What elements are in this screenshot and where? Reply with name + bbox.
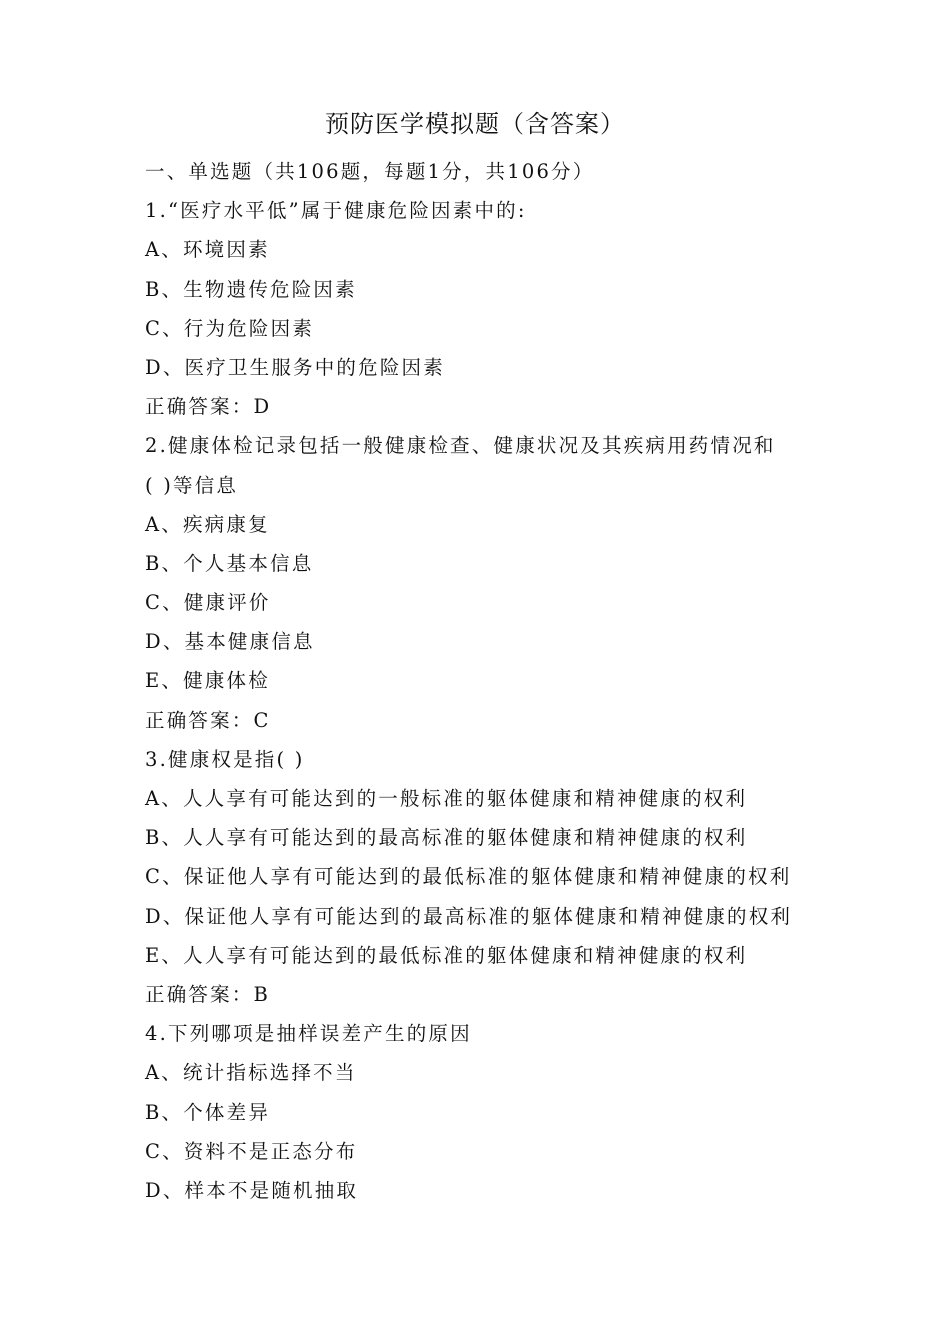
option-d: D、保证他人享有可能达到的最高标准的躯体健康和精神健康的权利 xyxy=(145,904,793,928)
question-1 xyxy=(145,191,825,426)
question-stem: 4.下列哪项是抽样误差产生的原因 xyxy=(145,1022,472,1046)
option-a: A、统计指标选择不当 xyxy=(145,1061,357,1085)
option-b: B、个体差异 xyxy=(145,1100,271,1124)
question-2 xyxy=(145,426,825,740)
answer-line: 正确答案：C xyxy=(145,708,271,732)
option-c: C、行为危险因素 xyxy=(145,316,315,340)
option-d: D、基本健康信息 xyxy=(145,630,315,654)
option-b: B、人人享有可能达到的最高标准的躯体健康和精神健康的权利 xyxy=(145,826,748,850)
document-body xyxy=(145,152,825,1210)
option-d: D、样本不是随机抽取 xyxy=(145,1178,359,1202)
question-3 xyxy=(145,740,825,1014)
question-4 xyxy=(145,1014,825,1210)
question-stem: 2.健康体检记录包括一般健康检查、健康状况及其疾病用药情况和 xyxy=(145,434,776,458)
question-stem: 1.“医疗水平低”属于健康危险因素中的: xyxy=(145,199,527,223)
option-c: C、资料不是正态分布 xyxy=(145,1139,358,1163)
option-d: D、医疗卫生服务中的危险因素 xyxy=(145,355,445,379)
option-c: C、保证他人享有可能达到的最低标准的躯体健康和精神健康的权利 xyxy=(145,865,792,889)
option-a: A、疾病康复 xyxy=(145,512,270,536)
option-a: A、人人享有可能达到的一般标准的躯体健康和精神健康的权利 xyxy=(145,787,748,810)
option-b: B、生物遗传危险因素 xyxy=(145,277,357,301)
section-heading: 一、单选题（共106题，每题1分，共106分） xyxy=(145,160,595,183)
answer-line: 正确答案：B xyxy=(145,982,271,1006)
answer-line: 正确答案：D xyxy=(145,395,272,419)
option-e: E、人人享有可能达到的最低标准的躯体健康和精神健康的权利 xyxy=(145,943,748,967)
document-title: 预防医学模拟题（含答案） xyxy=(325,110,625,138)
option-c: C、健康评价 xyxy=(145,591,271,615)
option-b: B、个人基本信息 xyxy=(145,551,314,575)
question-stem: 3.健康权是指( ) xyxy=(145,747,305,771)
option-a: A、环境因素 xyxy=(145,238,270,262)
option-e: E、健康体检 xyxy=(145,669,270,693)
question-stem-continued: ( )等信息 xyxy=(145,473,239,497)
